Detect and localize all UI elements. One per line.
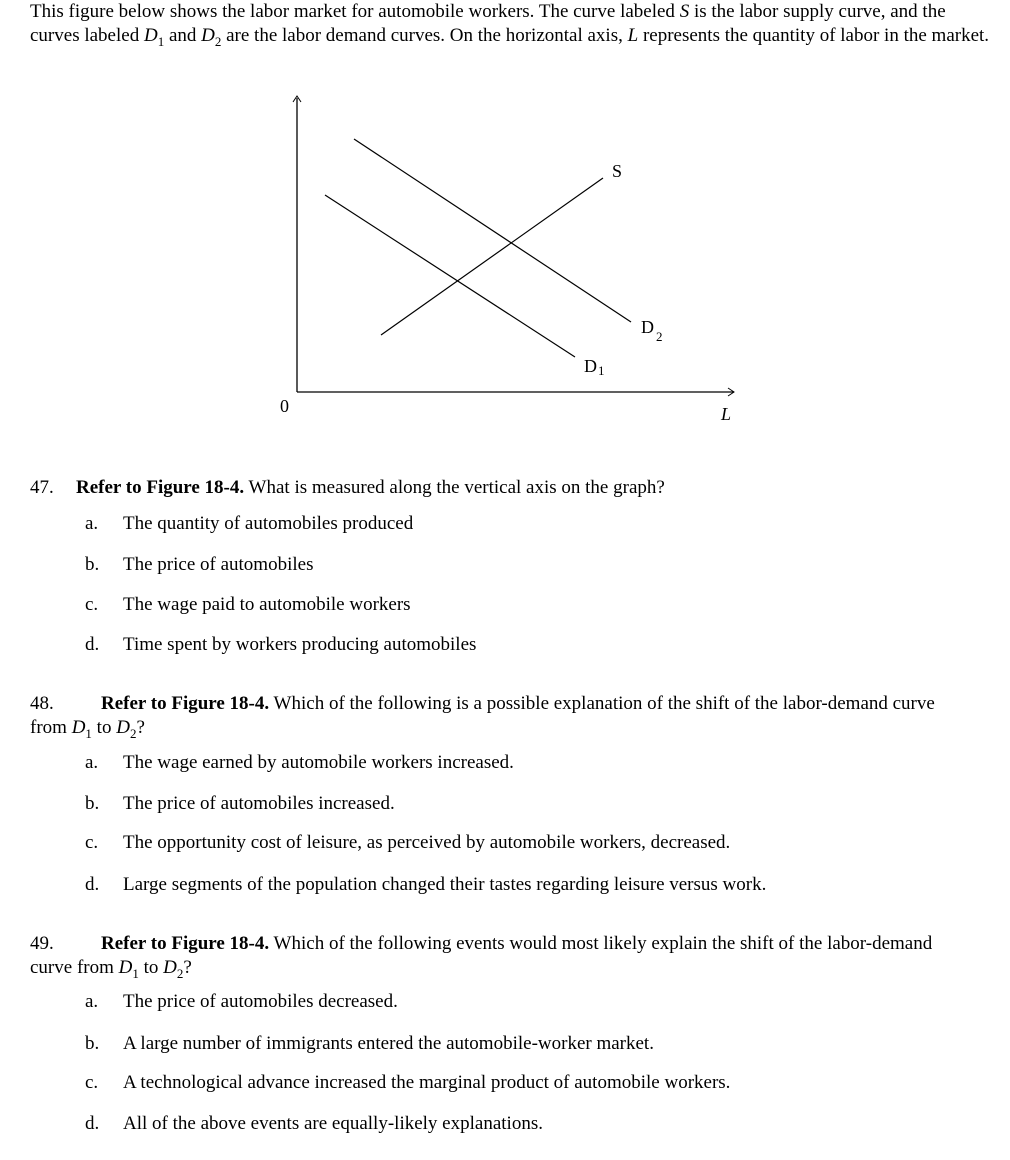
intro-text-3: and [164, 25, 202, 46]
option-letter: a. [85, 991, 99, 1012]
question-47 [30, 476, 970, 500]
question-number: 47. [30, 477, 54, 498]
x-axis-label: L [721, 404, 732, 424]
intro-text-5: represents the quantity of labor in the market. [638, 25, 990, 46]
labor-market-figure [0, 0, 1010, 440]
option-text: The quantity of automobiles produced [123, 513, 414, 534]
d2-symbol: D [163, 957, 177, 978]
option-text: A technological advance increased the marginal product of automobile workers. [123, 1072, 731, 1093]
figure-reference: Refer to Figure 18-4. [101, 933, 270, 954]
option-text: The wage earned by automobile workers increased. [123, 752, 514, 773]
intro-supply-symbol: S [679, 1, 690, 22]
option-letter: c. [85, 832, 99, 853]
question-mark: ? [136, 717, 145, 738]
question-number: 48. [30, 693, 54, 714]
intro-d2-subscript: 2 [214, 33, 222, 49]
d1-label: D [584, 356, 597, 376]
q49-option-d[interactable] [85, 1112, 543, 1136]
intro-l-symbol: L [627, 25, 639, 46]
option-letter: b. [85, 1033, 100, 1054]
d1-subscript-label: 1 [598, 363, 605, 378]
d2-subscript: 2 [129, 725, 137, 741]
option-text: All of the above events are equally-likely explanations. [123, 1113, 543, 1134]
option-text: A large number of immigrants entered the automobile-worker market. [123, 1033, 654, 1054]
intro-text-4: are the labor demand curves. On the horizontal axis, [221, 25, 628, 46]
q47-option-c[interactable] [85, 593, 411, 617]
question-text: What is measured along the vertical axis on the graph? [244, 477, 665, 498]
option-text: The opportunity cost of leisure, as perceived by automobile workers, decreased. [123, 832, 731, 853]
question-text: Which of the following events would most likely explain the shift of the labor-demand curve from [30, 933, 933, 978]
option-text: The price of automobiles decreased. [123, 991, 398, 1012]
d2-subscript-label: 2 [656, 329, 663, 344]
option-text: Time spent by workers producing automobiles [123, 634, 477, 655]
d1-subscript: 1 [85, 725, 92, 741]
supply-curve [381, 178, 603, 335]
q48-option-c[interactable] [85, 831, 730, 855]
q47-option-b[interactable] [85, 553, 313, 577]
question-text-join: to [138, 957, 164, 978]
figure-reference: Refer to Figure 18-4. [101, 693, 270, 714]
question-48 [30, 692, 970, 746]
question-mark: ? [183, 957, 192, 978]
option-text: Large segments of the population changed their tastes regarding leisure versus work. [123, 874, 767, 895]
intro-text-2: is the labor supply curve, and the curves labeled [30, 1, 946, 46]
option-letter: b. [85, 554, 100, 575]
option-letter: d. [85, 1113, 100, 1134]
intro-d2-symbol: D [201, 25, 215, 46]
option-text: The wage paid to automobile workers [123, 594, 411, 615]
d2-symbol: D [116, 717, 130, 738]
question-text: Which of the following is a possible explanation of the shift of the labor-demand curve from [30, 693, 935, 738]
q49-option-a[interactable] [85, 990, 398, 1014]
demand-curve-d1 [325, 195, 575, 357]
q49-option-c[interactable] [85, 1071, 730, 1095]
intro-d1-symbol: D [143, 25, 158, 46]
option-letter: a. [85, 513, 99, 534]
question-text-join: to [91, 717, 117, 738]
option-letter: b. [85, 793, 100, 814]
d2-subscript: 2 [176, 965, 184, 981]
d1-symbol: D [71, 717, 86, 738]
option-letter: c. [85, 1072, 99, 1093]
option-letter: a. [85, 752, 99, 773]
question-49 [30, 932, 970, 986]
option-text: The price of automobiles [123, 554, 314, 575]
q48-option-d[interactable] [85, 873, 766, 897]
demand-curve-d2 [354, 139, 631, 322]
intro-text-1: This figure below shows the labor market for automobile workers. The curve labeled [30, 1, 680, 22]
question-number: 49. [30, 933, 54, 954]
q48-option-b[interactable] [85, 792, 395, 816]
supply-label: S [612, 161, 623, 181]
d1-symbol: D [118, 957, 133, 978]
option-letter: d. [85, 634, 100, 655]
q47-option-d[interactable] [85, 633, 476, 657]
option-letter: c. [85, 594, 99, 615]
q48-option-a[interactable] [85, 751, 514, 775]
d2-label: D [641, 317, 654, 337]
intro-d1-subscript: 1 [157, 33, 165, 49]
figure-reference: Refer to Figure 18-4. [76, 477, 245, 498]
option-letter: d. [85, 874, 100, 895]
origin-label: 0 [280, 396, 289, 416]
d1-subscript: 1 [132, 965, 139, 981]
option-text: The price of automobiles increased. [123, 793, 395, 814]
q49-option-b[interactable] [85, 1032, 654, 1056]
q47-option-a[interactable] [85, 512, 413, 536]
